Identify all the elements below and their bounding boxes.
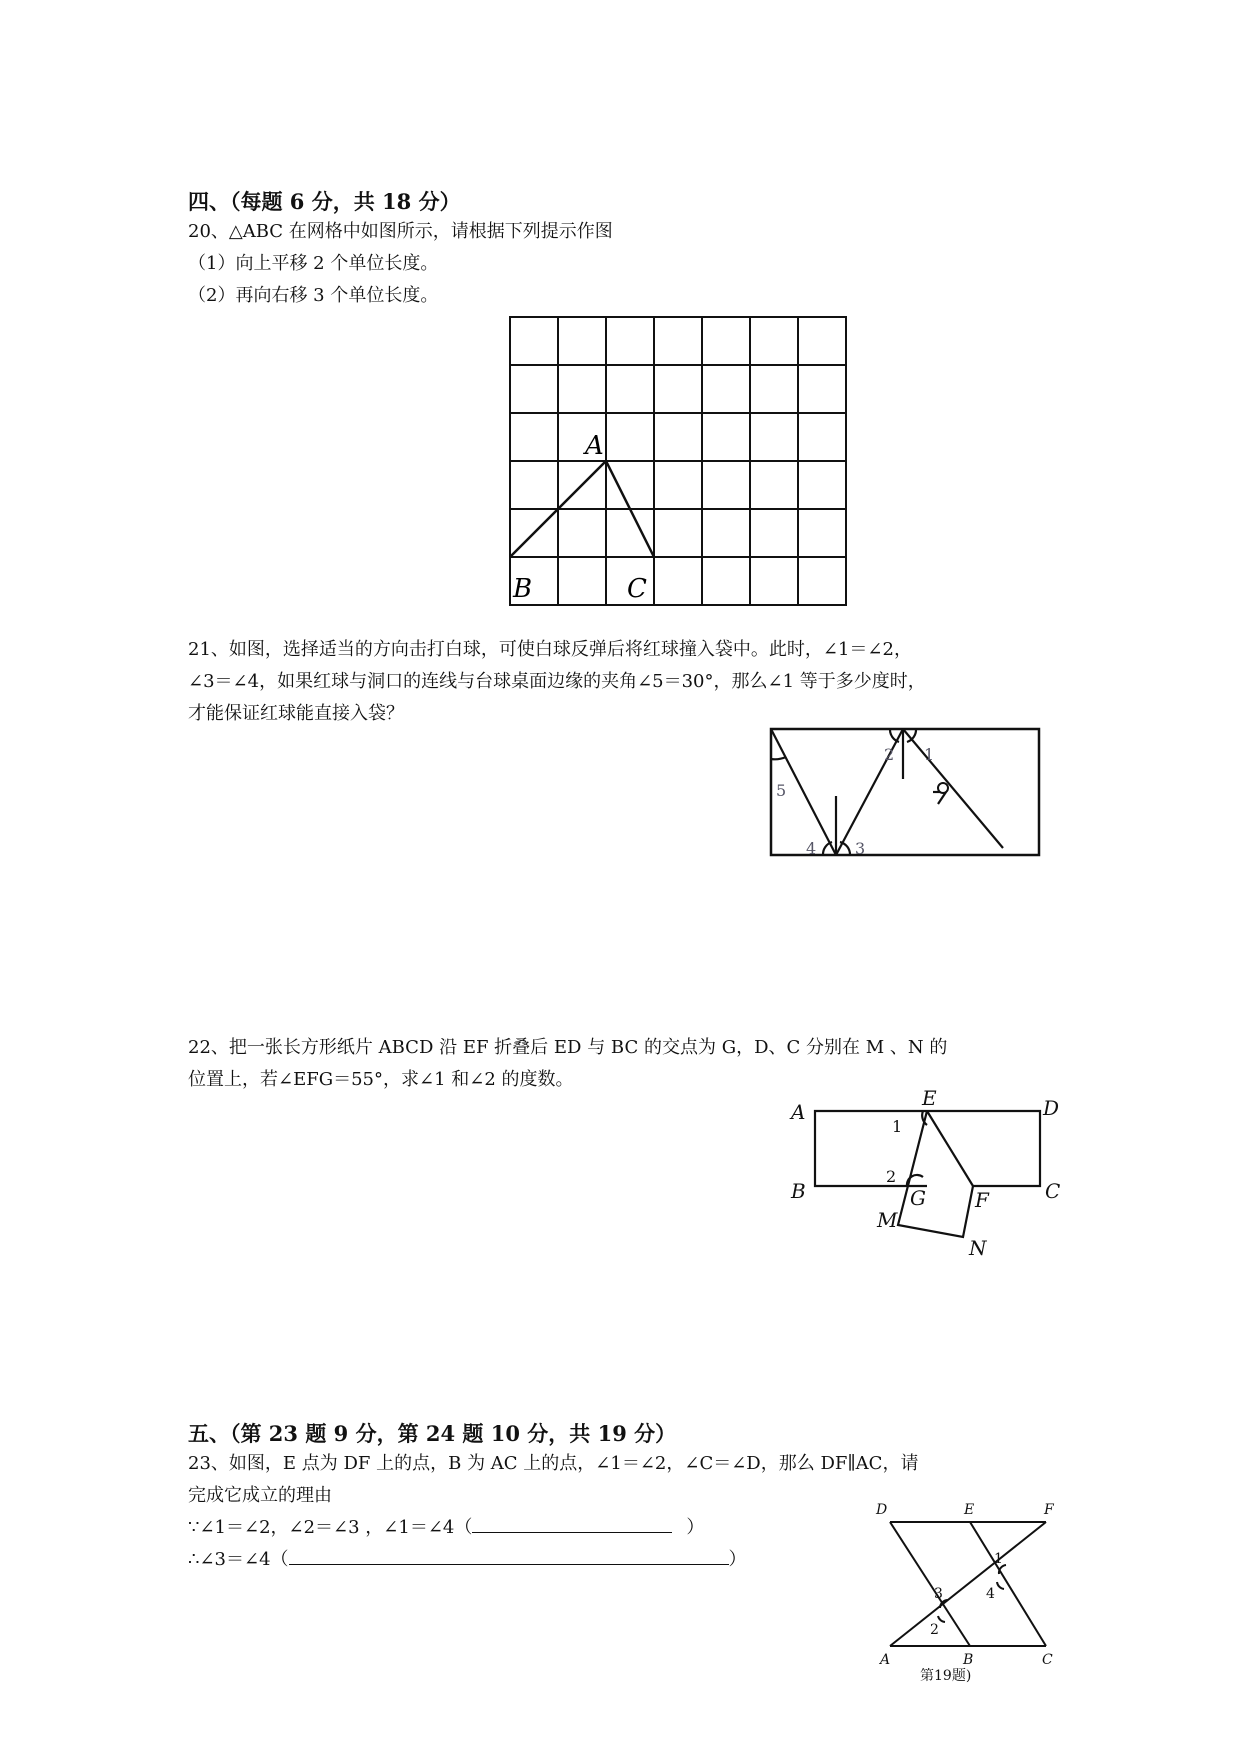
q23-line3-start: ∵∠1＝∠2，∠2＝∠3 ，∠1＝∠4（: [188, 1517, 473, 1538]
label-n: N: [969, 1236, 987, 1260]
angle-1: 1: [892, 1117, 903, 1136]
label-e: E: [922, 1086, 937, 1110]
label-a: A: [791, 1100, 806, 1124]
label-f: F: [975, 1188, 989, 1212]
angle-4: 4: [986, 1586, 995, 1602]
q22-fold-figure: [785, 1085, 1075, 1265]
label-m: M: [877, 1208, 898, 1232]
q22-line2: 位置上，若∠EFG＝55°，求∠1 和∠2 的度数。: [188, 1069, 574, 1090]
q23-line1: 23、如图，E 点为 DF 上的点，B 为 AC 上的点，∠1＝∠2，∠C＝∠D，那么 DF∥AC，请: [188, 1453, 919, 1474]
q20-step1: （1）向上平移 2 个单位长度。: [188, 253, 439, 274]
q23-parallel-figure: [870, 1494, 1070, 1684]
q21-line2: ∠3＝∠4，如果红球与洞口的连线与台球桌面边缘的夹角∠5＝30°，那么∠1 等于多少度时，: [188, 671, 926, 692]
label-g: G: [910, 1186, 926, 1210]
grid-lines: [510, 317, 846, 605]
angle-2: 2: [930, 1622, 939, 1638]
label-f: F: [1044, 1502, 1054, 1518]
angle-1: 1: [924, 745, 935, 764]
q22-line1: 22、把一张长方形纸片 ABCD 沿 EF 折叠后 ED 与 BC 的交点为 G，D、C 分别在 M 、N 的: [188, 1037, 948, 1058]
angle-4: 4: [806, 839, 817, 858]
q23-reason-line-1: [188, 1514, 704, 1542]
angle-5: 5: [776, 781, 787, 800]
q23-line3-end: ）: [686, 1517, 705, 1538]
q20-stem: 20、△ABC 在网格中如图所示，请根据下列提示作图: [188, 221, 613, 242]
q23-reason-blank-1[interactable]: [472, 1514, 672, 1533]
q23-reason-line-2: [188, 1546, 747, 1574]
q23-line4-start: ∴∠3＝∠4（: [188, 1549, 289, 1570]
figure-lines: [890, 1522, 1046, 1646]
label-c: C: [1042, 1652, 1053, 1668]
angle-3: 3: [934, 1586, 943, 1602]
q21-billiard-figure: [768, 724, 1048, 859]
section5-heading: 五、（第 23 题 9 分，第 24 题 10 分，共 19 分）: [188, 1421, 677, 1446]
label-b: B: [513, 574, 533, 604]
angle-1: 1: [994, 1551, 1003, 1567]
label-b: B: [791, 1179, 806, 1203]
q23-line2: 完成它成立的理由: [188, 1485, 332, 1506]
q23-reason-blank-2[interactable]: [289, 1546, 729, 1565]
label-a: A: [585, 431, 604, 461]
q20-step2: （2）再向右移 3 个单位长度。: [188, 285, 439, 306]
angle-3: 3: [855, 839, 866, 858]
label-c: C: [627, 574, 647, 604]
label-b: B: [963, 1652, 974, 1668]
angle-2: 2: [886, 1167, 897, 1186]
fold-lines: [815, 1111, 1040, 1237]
angle-2: 2: [884, 745, 895, 764]
q21-line1: 21、如图，选择适当的方向击打白球，可使白球反弹后将红球撞入袋中。此时，∠1＝∠2，: [188, 639, 912, 660]
q20-grid-figure: [505, 312, 855, 612]
q21-line3: 才能保证红球能直接入袋？: [188, 703, 404, 724]
table-edge: [771, 729, 1039, 855]
label-d: D: [876, 1502, 888, 1518]
label-c: C: [1045, 1179, 1061, 1203]
label-d: D: [1043, 1096, 1060, 1120]
label-a: A: [880, 1652, 891, 1668]
section4-heading: 四、（每题 6 分，共 18 分）: [188, 189, 461, 214]
label-e: E: [964, 1502, 975, 1518]
figure-caption: 第19题): [920, 1668, 972, 1684]
q23-line4-end: ）: [728, 1549, 747, 1570]
red-ball: [938, 783, 948, 793]
